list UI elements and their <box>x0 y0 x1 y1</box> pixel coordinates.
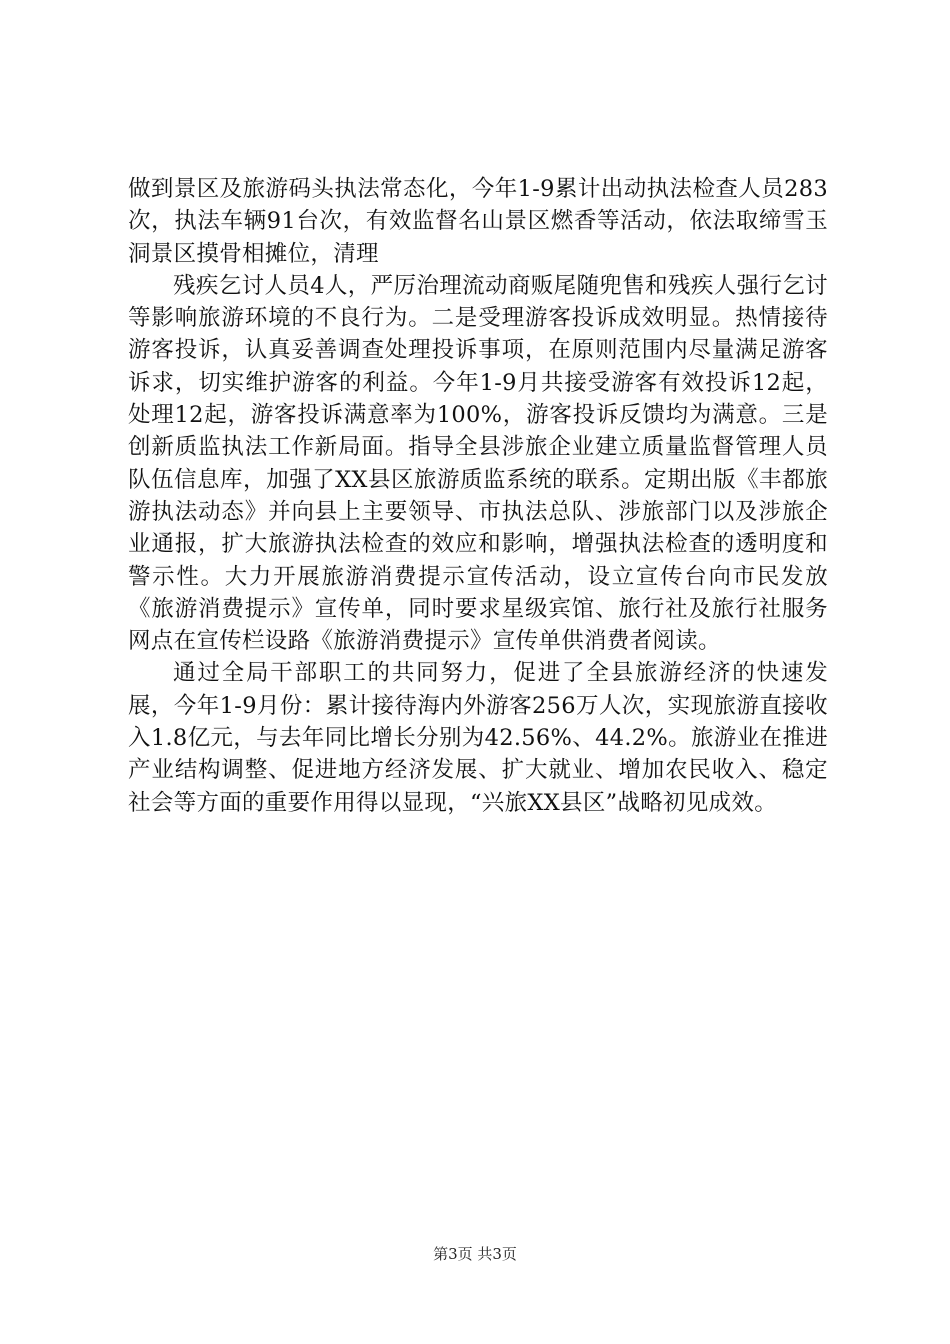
paragraph-2: 残疾乞讨人员4人，严厉治理流动商贩尾随兜售和残疾人强行乞讨等影响旅游环境的不良行为。二是受理游客投诉成效明显。热情接待游客投诉，认真妥善调查处理投诉事项，在原则范围内尽量满足游客诉求，切实维护游客的利益。今年1-9月共接受游客有效投诉12起，处理12起，游客投诉满意率为100%，游客投诉反馈均为满意。三是创新质监执法工作新局面。指导全县涉旅企业建立质量监督管理人员队伍信息库，加强了XX县区旅游质监系统的联系。定期出版《丰都旅游执法动态》并向县上主要领导、市执法总队、涉旅部门以及涉旅企业通报，扩大旅游执法检查的效应和影响，增强执法检查的透明度和警示性。大力开展旅游消费提示宣传活动，设立宣传台向市民发放《旅游消费提示》宣传单，同时要求星级宾馆、旅行社及旅行社服务网点在宣传栏设路《旅游消费提示》宣传单供消费者阅读。 <box>128 272 828 655</box>
paragraph-3: 通过全局干部职工的共同努力，促进了全县旅游经济的快速发展，今年1-9月份：累计接待海内外游客256万人次，实现旅游直接收入1.8亿元，与去年同比增长分别为42.56%、44.2%。旅游业在推进产业结构调整、促进地方经济发展、扩大就业、增加农民收入、稳定社会等方面的重要作用得以显现，“兴旅XX县区”战略初见成效。 <box>128 660 828 816</box>
page-number-label: 第3页 共3页 <box>433 1245 517 1263</box>
page-footer <box>0 1244 950 1264</box>
document-body <box>128 173 828 819</box>
paragraph-1: 做到景区及旅游码头执法常态化，今年1-9累计出动执法检查人员283次，执法车辆91台次，有效监督名山景区燃香等活动，依法取缔雪玉洞景区摸骨相摊位，清理 <box>128 176 828 267</box>
